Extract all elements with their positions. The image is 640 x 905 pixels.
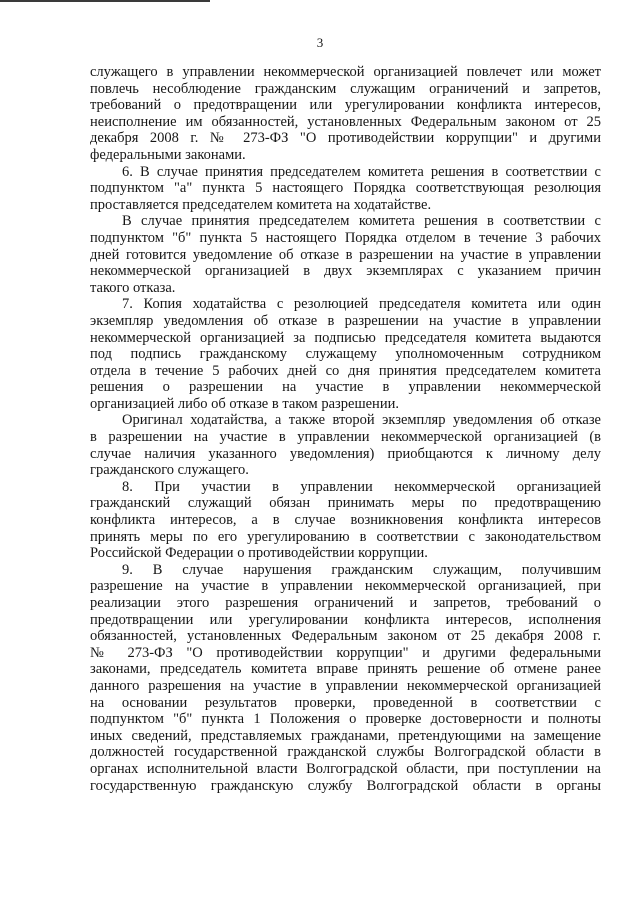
text-line: гражданского служащего.	[90, 462, 249, 479]
text-line: конфликта интересов, а в случае возникновения конфликта интересов	[90, 512, 601, 529]
text-line: подпунктом "а" пункта 5 настоящего Порядка соответствующая резолюция	[90, 180, 601, 197]
text-line: 9. В случае нарушения гражданским служащим, получившим	[122, 561, 601, 578]
text-line: декабря 2008 г. № 273-ФЗ "О противодействии коррупции" и другими	[90, 130, 601, 147]
text-line: служащего в управлении некоммерческой организацией повлечет или может	[90, 64, 601, 80]
document-body	[90, 64, 601, 794]
text-line: случае наличия указанного уведомления) приобщаются к личному делу	[90, 445, 601, 462]
text-line: государственную гражданскую службу Волгоградской области в органы	[90, 777, 601, 794]
text-line: реализации этого разрешения ограничений и запретов, требований о	[90, 595, 601, 611]
text-line: экземпляр уведомления об отказе в разрешении на участие в управлении	[90, 312, 601, 329]
text-line: некоммерческой организацией в двух экземплярах с указанием причин	[90, 263, 601, 280]
text-line: на основании результатов проверки, проведенной в соответствии с	[90, 694, 601, 711]
text-line: такого отказа.	[90, 279, 176, 296]
text-line: Оригинал ходатайства, а также второй экземпляр уведомления об отказе	[122, 412, 601, 429]
text-line: разрешение на участие в управлении некоммерческой организацией, при	[90, 578, 601, 595]
text-line: данного разрешения на участие в управлении некоммерческой организацией	[90, 677, 601, 694]
text-line: отдела в течение 5 рабочих дней со дня принятия председателем комитета	[90, 362, 601, 379]
text-line: подпунктом "б" пункта 5 настоящего Порядка отделом в течение 3 рабочих	[90, 229, 601, 246]
text-line: В случае принятия председателем комитета решения в соответствии с	[122, 213, 601, 230]
text-line: федеральными законами.	[90, 146, 246, 163]
text-line: повлечь несоблюдение гражданским служащим ограничений и запретов,	[90, 80, 601, 97]
text-line: неисполнение им обязанностей, установленных Федеральным законом от 25	[90, 113, 601, 130]
text-line: требований о предотвращении или урегулировании конфликта интересов,	[90, 97, 601, 114]
text-line: принять меры по его урегулированию в соответствии с законодательством	[90, 528, 601, 545]
text-line: проставляется председателем комитета на ходатайстве.	[90, 196, 432, 213]
text-line: решения о разрешении на участие в управлении некоммерческой	[90, 379, 601, 396]
text-line: 8. При участии в управлении некоммерческой организацией	[122, 478, 601, 495]
text-line: Российской Федерации о противодействии коррупции.	[90, 545, 428, 562]
text-line: некоммерческой организацией за подписью председателя комитета выдаются	[90, 329, 601, 346]
text-line: предотвращении или урегулировании конфликта интересов, исполнения	[90, 611, 601, 628]
page-number: 3	[316, 35, 324, 50]
text-line: 6. В случае принятия председателем комитета решения в соответствии с	[122, 163, 601, 180]
text-line: обязанностей, установленных Федеральным законом от 25 декабря 2008 г.	[90, 628, 601, 645]
text-line: должностей государственной гражданской службы Волгоградской области в	[90, 744, 601, 761]
text-line: № 273-ФЗ "О противодействии коррупции" и другими федеральными	[90, 644, 601, 661]
text-line: гражданский служащий обязан принимать меры по предотвращению	[90, 495, 601, 512]
text-line: под подпись гражданскому служащему уполномоченным сотрудником	[90, 346, 601, 363]
text-line: законами, председатель комитета вправе принять решение об отмене ранее	[90, 661, 601, 678]
text-line: органах исполнительной власти Волгоградской области, при поступлении на	[90, 760, 601, 777]
text-line: иных сведений, представляемых гражданами, претендующими на замещение	[90, 727, 601, 744]
text-line: дней готовится уведомление об отказе в разрешении на участие в управлении	[90, 246, 601, 263]
text-line: в разрешении на участие в управлении некоммерческой организацией (в	[90, 429, 601, 446]
text-line: организацией либо об отказе в таком разрешении.	[90, 395, 399, 412]
text-line: подпунктом "б" пункта 1 Положения о проверке достоверности и полноты	[90, 711, 601, 728]
text-line: 7. Копия ходатайства с резолюцией председателя комитета или один	[122, 296, 601, 313]
